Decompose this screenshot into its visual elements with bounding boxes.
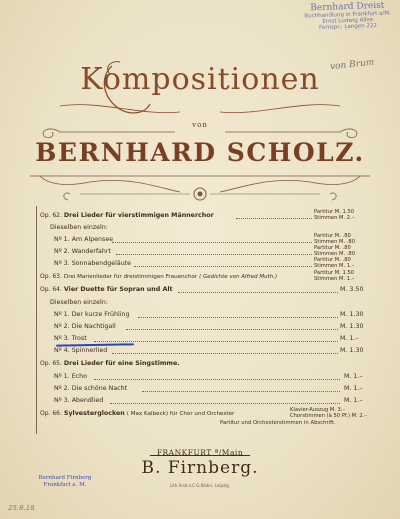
work-row-note <box>220 420 400 430</box>
dot-leader <box>134 266 312 267</box>
opus-number: Op. 66. <box>40 410 62 417</box>
price-piano-score: Klavier-Auszug M. 3.– <box>290 407 346 413</box>
work-title: Drei Lieder für vierstimmigen Männerchor <box>63 212 214 219</box>
work-row-op64 <box>40 286 380 296</box>
stamp-line-1: Bernhard Firnberg <box>38 475 92 481</box>
opus-number: Op. 64. <box>40 286 62 293</box>
price-stack <box>314 246 355 257</box>
work-row-op63 <box>40 270 380 283</box>
price-parts: Stimmen M. 1.– <box>314 275 355 282</box>
work-title: Drei Lieder für eine Singstimme. <box>63 360 180 367</box>
price-parts: Stimmen M. 2.– <box>314 214 355 221</box>
item-title: Nº 2. Die schöne Nacht <box>54 385 128 392</box>
dot-leader <box>112 242 312 243</box>
dealer-stamp-bottom-left <box>30 475 100 497</box>
price: M. 3.50 <box>340 286 364 293</box>
work-title: Drei Marienlieder für dreistimmigen Frauenchor <box>63 274 198 280</box>
work-title: Sylvesterglocken <box>63 410 125 417</box>
opus-number: Op. 63. <box>40 273 62 280</box>
price-score: Partitur M. .80 <box>314 257 351 263</box>
price: M. 1.– <box>344 397 363 404</box>
handwritten-date: 25.8.18 <box>8 504 35 512</box>
stamp-line-2: Buchhandlung in Frankfurt a/M. <box>304 10 391 20</box>
price: M. 1.– <box>344 373 363 380</box>
stamp-line-1: Bernhard Dreist <box>310 0 385 14</box>
price-stack <box>314 258 354 269</box>
dot-leader <box>94 341 338 342</box>
price-stack <box>314 210 354 221</box>
dot-leader <box>126 329 338 330</box>
work-row-item <box>54 257 394 270</box>
price: M. 1.– <box>344 385 363 392</box>
dot-leader <box>142 391 340 392</box>
item-title: Nº 2. Wanderfahrt <box>54 248 111 255</box>
subheading: Dieselben einzeln: <box>50 224 108 231</box>
dot-leader <box>110 403 340 404</box>
item-title: Nº 1. Echo <box>54 373 87 380</box>
publisher-name: B. Firnberg. <box>141 458 259 478</box>
page-title: Kompositionen <box>80 62 320 97</box>
score-note: Partitur und Orchesterstimmen in Abschrift. <box>220 420 336 426</box>
item-title: Nº 1. Der kurze Frühling <box>54 311 130 318</box>
dealer-stamp-top-right <box>299 0 397 51</box>
price-stack <box>314 271 354 282</box>
price-score: Partitur M. 1.50 <box>314 209 355 215</box>
dot-leader <box>138 317 338 318</box>
work-note: ( Gedichte von Alfred Muth.) <box>199 274 278 280</box>
price: M. 1.30 <box>340 311 364 318</box>
work-note: ( Max Kalbeck) für Chor und Orchester <box>126 411 235 417</box>
item-title: Nº 2. Die Nachtigall <box>54 323 116 330</box>
opus-number: Op. 65. <box>40 360 62 367</box>
work-row-op65 <box>40 360 380 370</box>
dot-leader <box>236 218 312 219</box>
title-block <box>60 62 340 118</box>
stamp-line-4: Fernspr.: Langen 222 <box>319 23 378 32</box>
by-label: von <box>192 121 208 129</box>
printer-note: Lith.Anst.v.C.G.Röder, Leipzig. <box>169 483 231 488</box>
item-title: Nº 3. Abendlied <box>54 397 104 404</box>
work-title: Vier Duette für Sopran und Alt <box>63 286 173 293</box>
work-row-op66 <box>40 407 380 420</box>
item-title: Nº 4. Spinnerlied <box>54 347 108 354</box>
price-parts: Stimmen M. .80 <box>314 238 356 245</box>
handwritten-signature: von Brum <box>329 57 375 73</box>
left-frame-rule <box>36 206 37 434</box>
work-row-subheading <box>50 299 390 309</box>
stamp-line-3: Ernst Ludwig Allee <box>322 17 374 26</box>
work-row-item <box>54 385 394 395</box>
dot-leader <box>112 353 338 354</box>
price-parts: Stimmen M. .80 <box>314 250 356 257</box>
price-parts: Stimmen M. 1.– <box>314 262 355 269</box>
work-row-item <box>54 323 394 333</box>
work-row-item <box>54 373 394 383</box>
price-stack <box>314 234 355 245</box>
composer-name: BERNHARD SCHOLZ. <box>35 138 365 167</box>
dot-leader <box>116 254 312 255</box>
price-stack <box>290 408 367 419</box>
opus-number: Op. 62. <box>40 212 62 219</box>
price-score: Partitur M. 1.50 <box>314 270 355 276</box>
work-row-op62 <box>40 209 380 222</box>
item-title: Nº 3. Sonnabendgeläute <box>54 260 132 267</box>
price-score: Partitur M. .80 <box>314 233 351 239</box>
price: M. 1.30 <box>340 347 364 354</box>
composer-ornament <box>30 172 370 208</box>
dot-leader <box>94 379 340 380</box>
stamp-line-2: Frankfurt a. M. <box>43 482 87 488</box>
price: M. 1.– <box>340 335 359 342</box>
dot-leader <box>178 292 338 293</box>
price-choir-parts: Chorstimmen (à 50 Pf.) M. 2.– <box>290 412 367 419</box>
work-row-item <box>54 311 394 321</box>
price: M. 1.30 <box>340 323 364 330</box>
item-title: Nº 1. Am Alpensee <box>54 236 114 243</box>
publisher-rule <box>150 455 250 456</box>
item-title: Nº 3. Trost <box>54 335 87 342</box>
publisher-city: FRANKFURT ª/Main <box>156 448 244 457</box>
subheading: Dieselben einzeln: <box>50 299 108 306</box>
work-row-item <box>54 347 394 357</box>
price-score: Partitur M. .80 <box>314 245 351 251</box>
work-row-item <box>54 397 394 407</box>
